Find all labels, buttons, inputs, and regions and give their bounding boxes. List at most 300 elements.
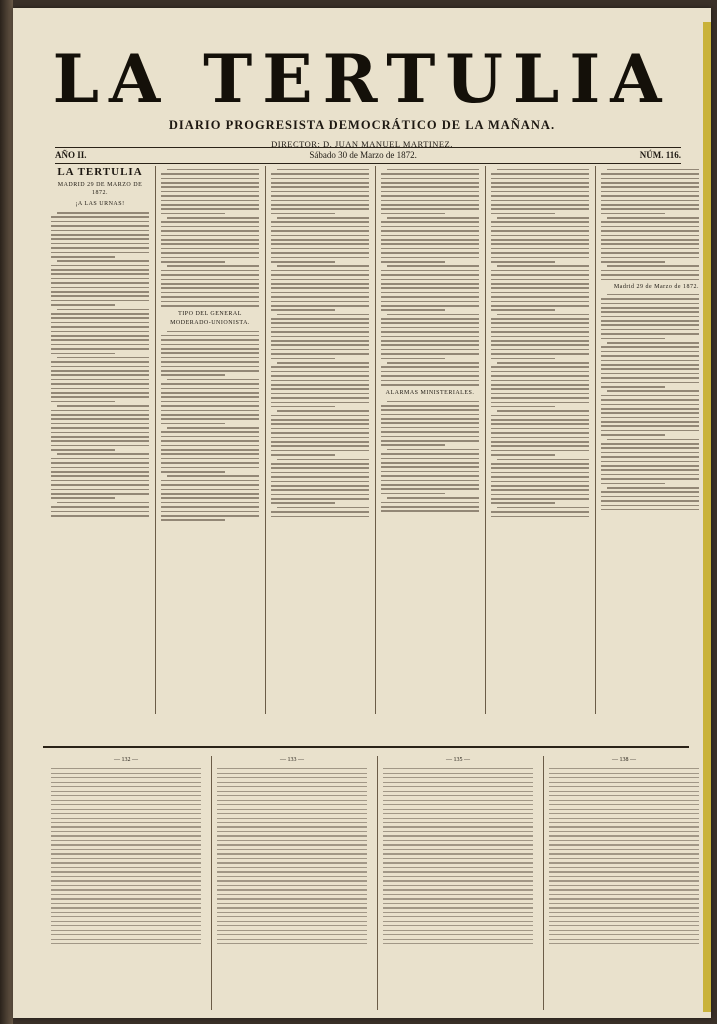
text-line xyxy=(549,939,699,940)
text-line xyxy=(549,867,699,868)
text-line xyxy=(601,483,665,485)
text-line xyxy=(51,768,201,769)
text-line xyxy=(161,506,259,508)
folletin-column-1 xyxy=(51,756,201,1010)
text-line xyxy=(57,453,149,455)
text-line xyxy=(549,871,699,872)
column-divider xyxy=(377,756,378,1010)
text-line xyxy=(161,502,259,504)
text-line xyxy=(51,432,149,434)
text-line xyxy=(271,432,369,434)
text-line xyxy=(601,425,699,427)
text-line xyxy=(549,813,699,814)
text-line xyxy=(381,366,479,368)
text-line xyxy=(601,235,699,237)
column-2-text xyxy=(161,331,259,521)
text-line xyxy=(217,876,367,877)
text-line xyxy=(51,804,201,805)
text-line xyxy=(383,835,533,836)
column-1-dateline: MADRID 29 DE MARZO DE 1872. xyxy=(57,182,143,196)
text-line xyxy=(51,943,201,944)
text-line xyxy=(51,889,201,890)
text-line xyxy=(277,459,369,461)
text-line xyxy=(271,494,369,496)
text-line xyxy=(491,467,589,469)
text-line xyxy=(51,939,201,940)
text-line xyxy=(161,230,259,232)
text-line xyxy=(217,786,367,787)
text-line xyxy=(601,509,699,511)
folletin-column-1-text xyxy=(51,768,201,944)
text-line xyxy=(51,876,201,877)
text-line xyxy=(491,243,589,245)
text-line xyxy=(497,507,589,509)
column-divider xyxy=(543,756,544,1010)
column-4-section-title: ALARMAS MINISTERIALES. xyxy=(385,389,475,396)
text-line xyxy=(601,474,699,476)
text-line xyxy=(491,498,589,500)
text-line xyxy=(51,331,149,333)
text-line xyxy=(217,858,367,859)
text-line xyxy=(51,238,149,240)
text-line xyxy=(601,386,665,388)
text-line xyxy=(161,296,259,298)
text-line xyxy=(271,371,369,373)
folletin-column-2-text xyxy=(217,768,367,944)
text-line xyxy=(51,800,201,801)
text-line xyxy=(383,930,533,931)
text-line xyxy=(51,388,149,390)
text-line xyxy=(491,380,589,382)
text-line xyxy=(491,283,589,285)
text-line xyxy=(381,405,479,407)
text-line xyxy=(491,287,589,289)
text-line xyxy=(217,885,367,886)
text-line xyxy=(549,840,699,841)
text-line xyxy=(271,397,369,399)
text-line xyxy=(549,800,699,801)
text-line xyxy=(491,257,589,259)
column-5-text xyxy=(491,169,589,517)
text-line xyxy=(383,921,533,922)
text-line xyxy=(271,415,369,417)
text-line xyxy=(161,270,259,272)
text-line xyxy=(381,409,479,411)
text-line xyxy=(51,791,201,792)
text-line xyxy=(549,889,699,890)
text-line xyxy=(51,374,149,376)
text-line xyxy=(491,331,589,333)
text-line xyxy=(271,419,369,421)
main-columns xyxy=(51,166,701,714)
text-line xyxy=(383,840,533,841)
text-line xyxy=(607,294,699,296)
text-line xyxy=(51,930,201,931)
text-line xyxy=(51,484,149,486)
text-line xyxy=(51,818,201,819)
text-line xyxy=(51,418,149,420)
text-line xyxy=(277,362,369,364)
column-1 xyxy=(51,166,149,714)
text-line xyxy=(601,421,699,423)
text-line xyxy=(549,943,699,944)
text-line xyxy=(549,818,699,819)
text-line xyxy=(497,265,589,267)
text-line xyxy=(271,292,369,294)
text-line xyxy=(601,173,699,175)
text-line xyxy=(601,200,699,202)
text-line xyxy=(51,410,149,412)
text-line xyxy=(271,388,369,390)
column-2-section-title: TIPO DEL GENERAL MODERADO-UNIONISTA. xyxy=(170,310,250,326)
text-line xyxy=(271,235,369,237)
text-line xyxy=(491,213,555,215)
text-line xyxy=(601,329,699,331)
text-line xyxy=(381,186,479,188)
text-line xyxy=(271,476,369,478)
text-line xyxy=(491,252,589,254)
text-line xyxy=(383,903,533,904)
text-line xyxy=(271,406,335,408)
text-line xyxy=(271,191,369,193)
text-line xyxy=(601,417,699,419)
text-line xyxy=(217,907,367,908)
text-line xyxy=(491,494,589,496)
text-line xyxy=(491,200,589,202)
text-line xyxy=(381,358,445,360)
text-line xyxy=(383,858,533,859)
text-line xyxy=(167,265,259,267)
text-line xyxy=(217,844,367,845)
text-line xyxy=(161,489,259,491)
text-line xyxy=(217,822,367,823)
text-line xyxy=(549,880,699,881)
text-line xyxy=(381,182,479,184)
text-line xyxy=(217,782,367,783)
text-line xyxy=(491,423,589,425)
text-line xyxy=(271,375,369,377)
column-divider xyxy=(265,166,266,714)
text-line xyxy=(51,440,149,442)
text-line xyxy=(167,379,259,381)
text-line xyxy=(161,200,259,202)
text-line xyxy=(549,885,699,886)
text-line xyxy=(271,450,369,452)
text-line xyxy=(277,169,369,171)
text-line xyxy=(217,777,367,778)
text-line xyxy=(271,353,369,355)
text-line xyxy=(601,213,665,215)
text-line xyxy=(549,844,699,845)
text-line xyxy=(161,195,259,197)
text-line xyxy=(161,178,259,180)
text-line xyxy=(497,314,589,316)
text-line xyxy=(161,274,259,276)
text-line xyxy=(51,216,149,218)
text-line xyxy=(383,768,533,769)
text-line xyxy=(217,934,367,935)
text-line xyxy=(497,459,589,461)
text-line xyxy=(381,191,479,193)
text-line xyxy=(491,336,589,338)
text-line xyxy=(491,393,589,395)
text-line xyxy=(271,301,369,303)
text-line xyxy=(167,217,259,219)
text-line xyxy=(51,225,149,227)
folletin-page-number: — 133 — xyxy=(280,757,304,763)
text-line xyxy=(217,867,367,868)
text-line xyxy=(491,270,589,272)
text-line xyxy=(607,342,699,344)
text-line xyxy=(601,430,699,432)
text-line xyxy=(381,484,479,486)
text-line xyxy=(491,261,555,263)
text-line xyxy=(161,396,259,398)
text-line xyxy=(271,208,369,210)
column-6-text-top xyxy=(601,169,699,280)
text-line xyxy=(491,441,589,443)
text-line xyxy=(491,371,589,373)
text-line xyxy=(217,773,367,774)
text-line xyxy=(51,515,149,517)
column-3-text xyxy=(271,169,369,517)
text-line xyxy=(601,298,699,300)
text-line xyxy=(549,916,699,917)
text-line xyxy=(161,423,225,425)
text-line xyxy=(381,318,479,320)
text-line xyxy=(601,478,699,480)
text-line xyxy=(51,894,201,895)
column-4-text-top xyxy=(381,169,479,386)
text-line xyxy=(381,510,479,512)
text-line xyxy=(607,487,699,489)
text-line xyxy=(51,497,115,499)
text-line xyxy=(383,826,533,827)
text-line xyxy=(271,437,369,439)
text-line xyxy=(271,274,369,276)
text-line xyxy=(161,182,259,184)
text-line xyxy=(491,428,589,430)
text-line xyxy=(383,907,533,908)
text-line xyxy=(161,221,259,223)
text-line xyxy=(601,412,699,414)
text-line xyxy=(383,894,533,895)
text-line xyxy=(549,921,699,922)
text-line xyxy=(217,916,367,917)
text-line xyxy=(51,862,201,863)
text-line xyxy=(161,287,259,289)
text-line xyxy=(161,484,259,486)
text-line xyxy=(217,862,367,863)
dateline-number: NÚM. 116. xyxy=(639,150,681,160)
text-line xyxy=(51,853,201,854)
text-line xyxy=(381,208,479,210)
text-line xyxy=(277,217,369,219)
text-line xyxy=(271,322,369,324)
text-line xyxy=(271,305,369,307)
text-line xyxy=(161,301,259,303)
text-line xyxy=(51,317,149,319)
text-line xyxy=(549,773,699,774)
text-line xyxy=(491,502,555,504)
text-line xyxy=(161,283,259,285)
text-line xyxy=(381,340,479,342)
text-line xyxy=(271,402,369,404)
text-line xyxy=(381,327,479,329)
text-line xyxy=(491,432,589,434)
text-line xyxy=(51,291,149,293)
text-line xyxy=(497,169,589,171)
text-line xyxy=(217,835,367,836)
text-line xyxy=(217,903,367,904)
text-line xyxy=(381,173,479,175)
text-line xyxy=(383,773,533,774)
text-line xyxy=(51,243,149,245)
text-line xyxy=(601,351,699,353)
text-line xyxy=(271,516,369,518)
text-line xyxy=(607,169,699,171)
text-line xyxy=(51,489,149,491)
text-line xyxy=(383,844,533,845)
text-line xyxy=(51,427,149,429)
text-line xyxy=(491,186,589,188)
dateline-year: AÑO II. xyxy=(55,150,87,160)
text-line xyxy=(161,292,259,294)
text-line xyxy=(601,465,699,467)
text-line xyxy=(161,370,259,372)
text-line xyxy=(601,226,699,228)
text-line xyxy=(383,943,533,944)
text-line xyxy=(271,226,369,228)
text-line xyxy=(381,427,479,429)
text-line xyxy=(383,800,533,801)
masthead-director: DIRECTOR: D. JUAN MANUEL MARTINEZ. xyxy=(271,139,453,149)
column-divider xyxy=(155,166,156,714)
text-line xyxy=(51,247,149,249)
rule-bottom xyxy=(55,163,681,164)
text-line xyxy=(51,871,201,872)
text-line xyxy=(161,261,225,263)
text-line xyxy=(51,506,149,508)
text-line xyxy=(491,481,589,483)
text-line xyxy=(51,361,149,363)
text-line xyxy=(271,428,369,430)
text-line xyxy=(51,326,149,328)
text-line xyxy=(381,502,479,504)
text-line xyxy=(51,813,201,814)
text-line xyxy=(51,256,115,258)
text-line xyxy=(51,921,201,922)
text-line xyxy=(51,822,201,823)
text-line xyxy=(161,410,259,412)
text-line xyxy=(491,472,589,474)
text-line xyxy=(549,768,699,769)
text-line xyxy=(217,826,367,827)
text-line xyxy=(161,471,225,473)
dateline xyxy=(55,148,681,162)
text-line xyxy=(381,243,479,245)
text-line xyxy=(491,419,589,421)
text-line xyxy=(271,283,369,285)
text-line xyxy=(217,912,367,913)
text-line xyxy=(601,346,699,348)
text-line xyxy=(161,361,259,363)
text-line xyxy=(387,314,479,316)
text-line xyxy=(601,221,699,223)
column-6 xyxy=(601,166,699,714)
text-line xyxy=(381,466,479,468)
text-line xyxy=(381,322,479,324)
text-line xyxy=(381,213,445,215)
text-line xyxy=(491,489,589,491)
text-line xyxy=(161,414,259,416)
text-line xyxy=(491,437,589,439)
text-line xyxy=(51,300,149,302)
text-line xyxy=(491,445,589,447)
text-line xyxy=(549,853,699,854)
text-line xyxy=(381,488,479,490)
text-line xyxy=(51,480,149,482)
text-line xyxy=(383,786,533,787)
text-line xyxy=(383,885,533,886)
text-line xyxy=(601,316,699,318)
text-line xyxy=(381,305,479,307)
text-line xyxy=(381,506,479,508)
text-line xyxy=(51,366,149,368)
text-line xyxy=(601,230,699,232)
text-line xyxy=(491,239,589,241)
text-line xyxy=(381,493,445,495)
text-line xyxy=(161,208,259,210)
text-line xyxy=(57,405,149,407)
text-line xyxy=(51,423,149,425)
text-line xyxy=(601,279,699,281)
text-line xyxy=(271,511,369,513)
text-line xyxy=(57,357,149,359)
text-line xyxy=(601,434,665,436)
text-line xyxy=(381,444,445,446)
text-line xyxy=(383,916,533,917)
column-2 xyxy=(161,166,259,714)
text-line xyxy=(491,235,589,237)
text-line xyxy=(217,818,367,819)
text-line xyxy=(51,903,201,904)
text-line xyxy=(549,925,699,926)
text-line xyxy=(51,449,115,451)
column-6-text xyxy=(601,294,699,511)
text-line xyxy=(601,447,699,449)
text-line xyxy=(549,809,699,810)
text-line xyxy=(381,195,479,197)
text-line xyxy=(217,921,367,922)
text-line xyxy=(57,212,149,214)
text-line xyxy=(491,221,589,223)
text-line xyxy=(381,274,479,276)
text-line xyxy=(161,213,225,215)
text-line xyxy=(491,415,589,417)
text-line xyxy=(51,840,201,841)
text-line xyxy=(491,301,589,303)
text-line xyxy=(491,358,555,360)
text-line xyxy=(51,335,149,337)
text-line xyxy=(491,309,555,311)
column-4-text xyxy=(381,401,479,512)
text-line xyxy=(161,357,259,359)
text-line xyxy=(383,822,533,823)
text-line xyxy=(381,296,479,298)
text-line xyxy=(271,279,369,281)
text-line xyxy=(51,295,149,297)
